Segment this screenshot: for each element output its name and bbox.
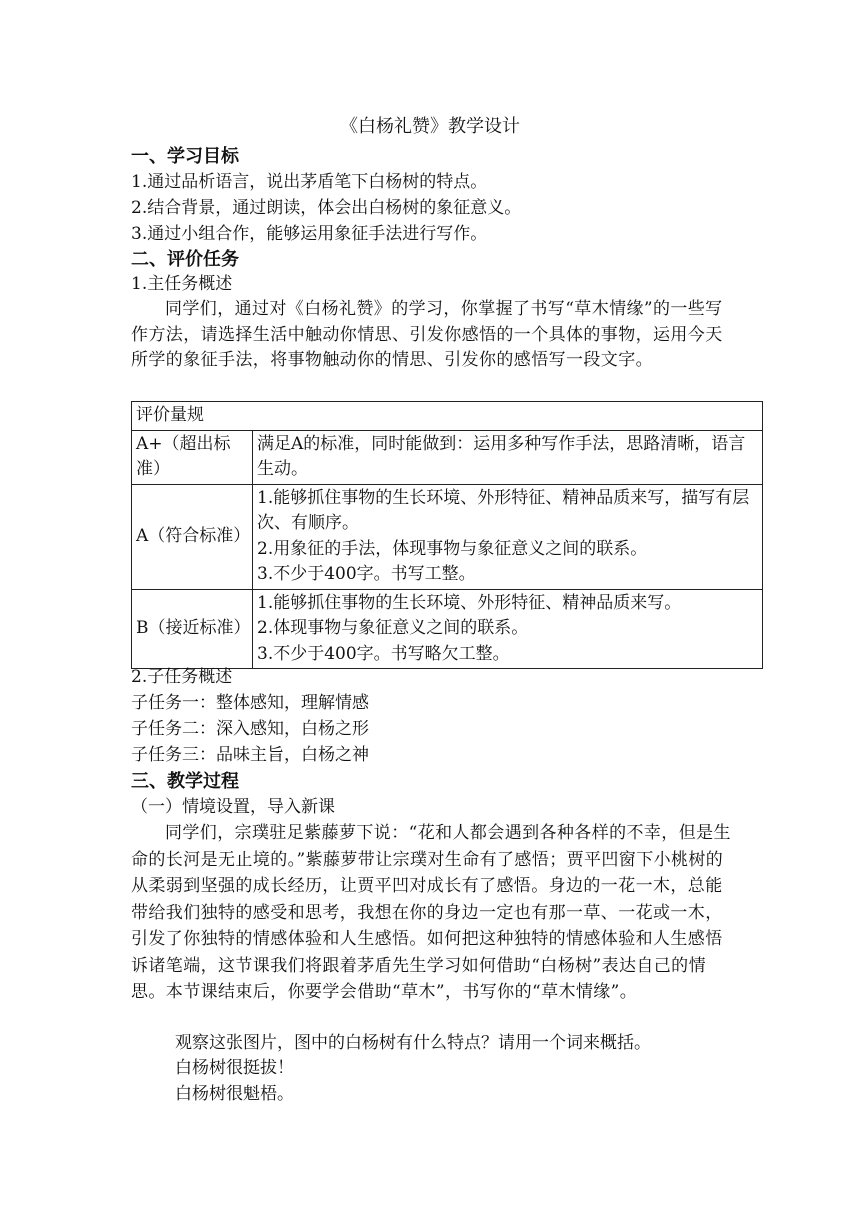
goal-item: 2.结合背景，通过朗读，体会出白杨树的象征意义。 — [131, 198, 522, 218]
rubric-criterion: 2.用象征的手法，体现事物与象征意义之间的联系。 — [257, 538, 648, 559]
rubric-criterion: 满足A的标准，同时能做到：运用多种写作手法，思路清晰，语言生动。 — [257, 433, 746, 479]
rubric-level: B（接近标准） — [132, 589, 253, 669]
sub-task-item: 子任务一：整体感知，理解情感 — [131, 693, 369, 713]
rubric-criterion: 1.能够抓住事物的生长环境、外形特征、精神品质来写，描写有层次、有顺序。 — [257, 487, 750, 533]
rubric-table — [131, 401, 763, 669]
rubric-criterion: 3.不少于400字。书写略欠工整。 — [257, 643, 510, 664]
answer-text: 白杨树很魁梧。 — [175, 1084, 294, 1104]
rubric-row — [132, 430, 763, 484]
rubric-criterion: 3.不少于400字。书写工整。 — [257, 564, 476, 584]
section-heading-process: 三、教学过程 — [131, 771, 239, 792]
process-sub-heading: （一）情境设置，导入新课 — [131, 797, 335, 817]
rubric-criteria — [253, 484, 763, 589]
document-title: 《白杨礼赞》教学设计 — [340, 116, 520, 137]
rubric-row — [132, 484, 763, 589]
answer-text: 白杨树很挺拔！ — [175, 1058, 294, 1078]
rubric-criteria — [253, 589, 763, 669]
rubric-level: A+（超出标准） — [132, 430, 253, 484]
section-heading-goals: 一、学习目标 — [131, 146, 239, 167]
rubric-header-row — [132, 402, 763, 431]
rubric-criterion: 1.能够抓住事物的生长环境、外形特征、精神品质来写。 — [257, 592, 682, 613]
rubric-criteria — [253, 430, 763, 484]
sub-task-item: 子任务二：深入感知，白杨之形 — [131, 719, 369, 739]
goal-item: 3.通过小组合作，能够运用象征手法进行写作。 — [131, 224, 488, 244]
intro-paragraph: 同学们，宗璞驻足紫藤萝下说：“花和人都会遇到各种各样的不幸，但是生命的长河是无止境的。”紫藤萝带让宗璞对生命有了感悟；贾平凹窗下小桃树的从柔弱到坚强的成长经历，让贾平凹对成长有了感悟。身边的一花一木，总能带给我们独特的感受和思考，我想在你的身边一定也有那一草、一花或一木，引发了你独特的情感体验和人生感悟。如何把这种独特的情感体验和人生感悟诉诸笔端，这节课我们将跟着茅盾先生学习如何借助“白杨树”表达自己的情思。本节课结束后，你要学会借助“草木”，书写你的“草木情缘”。 — [131, 823, 731, 1002]
rubric-row — [132, 589, 763, 669]
sub-task-title: 2.子任务概述 — [131, 667, 233, 687]
main-task-title: 1.主任务概述 — [131, 274, 233, 294]
rubric-header: 评价量规 — [132, 402, 763, 431]
goal-item: 1.通过品析语言，说出茅盾笔下白杨树的特点。 — [131, 172, 488, 192]
question-text: 观察这张图片，图中的白杨树有什么特点？请用一个词来概括。 — [175, 1033, 651, 1053]
rubric-level: A（符合标准） — [132, 484, 253, 589]
section-heading-evaluation: 二、评价任务 — [131, 249, 239, 270]
rubric-criterion: 2.体现事物与象征意义之间的联系。 — [257, 618, 529, 638]
main-task-paragraph: 同学们，通过对《白杨礼赞》的学习，你掌握了书写“草木情缘”的一些写作方法，请选择生活中触动你情思、引发你感悟的一个具体的事物，运用今天所学的象征手法，将事物触动你的情思、引发你的感悟写一段文字。 — [131, 299, 723, 370]
sub-task-item: 子任务三：品味主旨，白杨之神 — [131, 745, 369, 765]
